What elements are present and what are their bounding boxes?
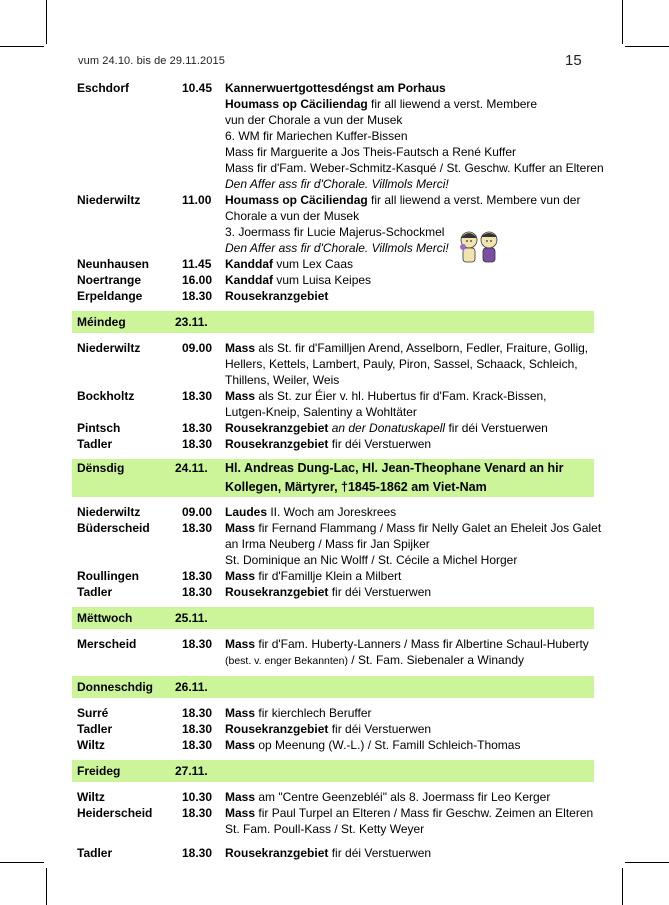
- schedule-entry: [72, 584, 594, 600]
- service-type: Mass: [225, 806, 256, 820]
- day-header: [72, 459, 594, 497]
- service-type: Rousekranzgebiet: [225, 289, 329, 303]
- crop-mark: [46, 868, 47, 905]
- detail-text: vun der Chorale a vun der Musek: [225, 113, 403, 127]
- mass-time: 18.30: [182, 569, 213, 583]
- service-type: Mass: [225, 389, 256, 403]
- service-type: Mass: [225, 637, 256, 651]
- place-name: Niederwiltz: [77, 505, 141, 519]
- place-name: Büderscheid: [77, 521, 150, 535]
- place-name: Tadler: [77, 722, 113, 736]
- detail-text: fir all liewend a verst. Membere: [367, 97, 538, 111]
- schedule-entry: [72, 721, 594, 737]
- mass-time: 09.00: [182, 341, 213, 355]
- crop-mark: [46, 0, 47, 44]
- service-type: Houmass op Cäciliendag: [225, 193, 368, 207]
- mass-time: 18.30: [182, 706, 213, 720]
- day-header: [72, 311, 594, 333]
- schedule-list: [72, 80, 604, 861]
- schedule-entry: [72, 504, 594, 520]
- description-line: [225, 652, 594, 669]
- place-name: Merscheid: [77, 637, 137, 651]
- spacer: [72, 837, 594, 845]
- place-name: Roullingen: [77, 569, 139, 583]
- entry-description: [225, 288, 594, 304]
- detail-text: fir Paul Turpel an Elteren / Mass fir Geschw. Zeimen an Elteren: [255, 806, 594, 820]
- detail-text: fir déi Verstuerwen: [328, 437, 432, 451]
- mass-time: 18.30: [182, 637, 213, 651]
- schedule-entry: [72, 636, 594, 669]
- service-type: Rousekranzgebiet: [225, 846, 329, 860]
- mass-time: 18.30: [182, 806, 213, 820]
- place-name: Eschdorf: [77, 81, 130, 95]
- schedule-entry: [72, 192, 594, 256]
- schedule-entry: [72, 272, 594, 288]
- service-type: Mass: [225, 521, 256, 535]
- detail-text: op Meenung (W.-L.) / St. Famill Schleich-Thomas: [255, 738, 521, 752]
- place-name: Tadler: [77, 846, 113, 860]
- description-line: [225, 404, 594, 420]
- detail-text: fir déi Verstuerwen: [328, 846, 432, 860]
- service-type: Kanddaf: [225, 273, 273, 287]
- entry-description: [225, 705, 594, 721]
- service-type: Rousekranzgebiet: [225, 421, 329, 435]
- feast-title: [225, 607, 594, 629]
- description-line: [225, 636, 594, 652]
- description-line: [225, 845, 594, 861]
- description-line: [225, 584, 594, 600]
- page-number: 15: [565, 52, 582, 69]
- mass-time: 16.00: [182, 273, 213, 287]
- schedule-entry: [72, 256, 594, 272]
- service-type: Mass: [225, 790, 256, 804]
- place-name: Niederwiltz: [77, 341, 141, 355]
- couple-icon: [455, 228, 503, 268]
- description-line: [225, 160, 604, 176]
- service-type: Mass: [225, 706, 256, 720]
- detail-text: fir déi Verstuerwen: [445, 421, 548, 435]
- detail-text: fir déi Verstuerwen: [328, 722, 432, 736]
- entry-description: [225, 436, 594, 452]
- day-name: Donneschdig: [77, 680, 154, 694]
- schedule-entry: [72, 705, 594, 721]
- entry-description: [225, 192, 594, 256]
- entry-description: [225, 272, 594, 288]
- description-line: [225, 208, 594, 224]
- description-line: [225, 436, 594, 452]
- description-line: [225, 112, 594, 128]
- description-line: [225, 705, 594, 721]
- feast-title: [225, 760, 594, 782]
- schedule-entry: [72, 789, 594, 805]
- place-name: Bockholtz: [77, 389, 135, 403]
- schedule-entry: [72, 805, 594, 837]
- description-line: [225, 721, 594, 737]
- schedule-entry: [72, 520, 602, 568]
- schedule-entry: [72, 737, 594, 753]
- service-type: Kanddaf: [225, 257, 273, 271]
- feast-title: [225, 311, 594, 333]
- place-name: Heiderscheid: [77, 806, 153, 820]
- service-type: Rousekranzgebiet: [225, 722, 329, 736]
- description-line: [225, 552, 594, 568]
- detail-text: am "Centre Geenzebléi" als 8. Joermass fir Leo Kerger: [255, 790, 551, 804]
- crop-mark: [625, 46, 669, 47]
- mass-time: 18.30: [182, 722, 213, 736]
- entry-description: [225, 568, 594, 584]
- day-name: Freideg: [77, 764, 121, 778]
- entry-description: [225, 721, 594, 737]
- entry-description: [225, 737, 594, 753]
- service-type: Houmass op Cäciliendag: [225, 97, 368, 111]
- mass-time: 18.30: [182, 846, 213, 860]
- description-line: [225, 737, 594, 753]
- description-line: [225, 821, 594, 837]
- description-line: [225, 568, 594, 584]
- place-name: Wiltz: [77, 790, 105, 804]
- detail-text: Lutgen-Kneip, Salentiny a Wohltäter: [225, 405, 417, 419]
- day-date: 24.11.: [175, 461, 208, 475]
- service-type: Mass: [225, 738, 256, 752]
- description-line: [225, 536, 594, 552]
- description-line: [225, 224, 594, 240]
- feast-line: Hl. Andreas Dung-Lac, Hl. Jean-Theophane Venard an hir: [225, 461, 564, 475]
- mass-time: 11.00: [182, 193, 212, 207]
- detail-text: Chorale a vun der Musek: [225, 209, 360, 223]
- description-line: [225, 420, 594, 436]
- schedule-entry: [72, 436, 594, 452]
- schedule-entry: [72, 388, 594, 420]
- entry-description: [225, 388, 594, 420]
- mass-time: 18.30: [182, 521, 213, 535]
- day-date: 27.11.: [175, 764, 208, 778]
- schedule-entry: [72, 288, 594, 304]
- detail-text: an Irma Neuberg / Mass fir Jan Spijker: [225, 537, 430, 551]
- description-line: [225, 96, 594, 112]
- description-line: [225, 372, 594, 388]
- entry-description: [225, 520, 602, 568]
- schedule-entry: [72, 845, 594, 861]
- service-type: Laudes: [225, 505, 268, 519]
- description-line: [225, 192, 594, 208]
- detail-text: vum Lex Caas: [273, 257, 354, 271]
- detail-text: fir Fernand Flammang / Mass fir Nelly Galet an Eheleit Jos Galet: [255, 521, 602, 535]
- entry-description: [225, 80, 604, 192]
- description-line: [225, 288, 594, 304]
- description-line: [225, 805, 594, 821]
- schedule-entry: [72, 568, 594, 584]
- detail-text: fir d'Fam. Huberty-Lanners / Mass fir Albertine Schaul-Huberty: [255, 637, 589, 651]
- schedule-entry: [72, 340, 594, 388]
- place-name: Neunhausen: [77, 257, 150, 271]
- detail-text: Hellers, Kettels, Lambert, Pauly, Piron, Sassel, Schaack, Schleich,: [225, 357, 578, 371]
- detail-text: Thillens, Weiler, Weis: [225, 373, 340, 387]
- emphasis-text: an der Donatuskapell: [328, 421, 446, 435]
- place-name: Surré: [77, 706, 109, 720]
- service-type: Mass: [225, 569, 256, 583]
- service-type: Rousekranzgebiet: [225, 585, 329, 599]
- description-line: [225, 789, 594, 805]
- detail-text: Mass fir d'Fam. Weber-Schmitz-Kasqué / St. Geschw. Kuffer an Elteren: [225, 161, 604, 175]
- place-name: Wiltz: [77, 738, 105, 752]
- day-name: Dënsdig: [77, 461, 125, 475]
- detail-text: 6. WM fir Mariechen Kuffer-Bissen: [225, 129, 408, 143]
- schedule-entry: [72, 80, 604, 192]
- schedule-entry: [72, 420, 594, 436]
- mass-time: 18.30: [182, 289, 213, 303]
- description-line: [225, 256, 594, 272]
- description-line: [225, 144, 594, 160]
- entry-description: [225, 584, 594, 600]
- description-line: [225, 356, 594, 372]
- entry-description: [225, 256, 594, 272]
- description-line: [225, 80, 594, 96]
- feast-title: [225, 459, 594, 497]
- description-line: [225, 388, 594, 404]
- day-name: Méindeg: [77, 315, 126, 329]
- crop-mark: [0, 46, 44, 47]
- description-line: [225, 128, 594, 144]
- service-type: Kannerwuertgottesdéngst am Porhaus: [225, 81, 446, 95]
- mass-time: 11.45: [182, 257, 212, 271]
- detail-text: fir déi Verstuerwen: [328, 585, 432, 599]
- mass-time: 18.30: [182, 585, 213, 599]
- description-line: [225, 340, 594, 356]
- detail-text: fir kierchlech Beruffer: [255, 706, 372, 720]
- entry-description: [225, 420, 594, 436]
- day-name: Mëttwoch: [77, 611, 133, 625]
- place-name: Tadler: [77, 585, 113, 599]
- day-header: [72, 676, 594, 698]
- entry-description: [225, 805, 594, 837]
- place-name: Niederwiltz: [77, 193, 141, 207]
- detail-text: fir d'Famillje Klein a Milbert: [255, 569, 402, 583]
- crop-mark: [625, 862, 669, 863]
- day-header: [72, 607, 594, 629]
- service-type: Mass: [225, 341, 256, 355]
- detail-text: vum Luisa Keipes: [273, 273, 372, 287]
- detail-text: / St. Fam. Siebenaler a Winandy: [347, 653, 525, 667]
- detail-text: fir all liewend a verst. Membere vun der: [367, 193, 581, 207]
- detail-text: als St. fir d'Familljen Arend, Asselborn, Fedler, Fraiture, Gollig,: [255, 341, 589, 355]
- detail-text: St. Fam. Poull-Kass / St. Ketty Weyer: [225, 822, 425, 836]
- emphasis-text: Den Affer ass fir d'Chorale. Villmols Merci!: [225, 177, 449, 191]
- detail-text: 3. Joermass fir Lucie Majerus-Schockmel: [225, 225, 445, 239]
- crop-mark: [0, 862, 44, 863]
- emphasis-text: Den Affer ass fir d'Chorale. Villmols Merci!: [225, 241, 449, 255]
- entry-description: [225, 504, 594, 520]
- day-header: [72, 760, 594, 782]
- description-line: [225, 504, 594, 520]
- mass-time: 09.00: [182, 505, 213, 519]
- mass-time: 18.30: [182, 389, 213, 403]
- service-type: Rousekranzgebiet: [225, 437, 329, 451]
- crop-mark: [622, 0, 623, 44]
- entry-description: [225, 845, 594, 861]
- detail-text: als St. zur Éier v. hl. Hubertus fir d'Fam. Krack-Bissen,: [255, 389, 547, 403]
- entry-description: [225, 789, 594, 805]
- date-range-header: vum 24.10. bis de 29.11.2015: [78, 55, 225, 67]
- place-name: Tadler: [77, 437, 113, 451]
- feast-line: Kollegen, Märtyrer, †1845-1862 am Viet-Nam: [225, 480, 487, 494]
- mass-time: 18.30: [182, 437, 213, 451]
- detail-text: II. Woch am Joreskrees: [267, 505, 397, 519]
- entry-description: [225, 636, 594, 669]
- description-line: [225, 272, 594, 288]
- entry-description: [225, 340, 594, 388]
- description-line: [225, 240, 594, 256]
- crop-mark: [622, 868, 623, 905]
- place-name: Erpeldange: [77, 289, 143, 303]
- mass-time: 10.30: [182, 790, 213, 804]
- place-name: Pintsch: [77, 421, 121, 435]
- place-name: Noertrange: [77, 273, 142, 287]
- day-date: 26.11.: [175, 680, 208, 694]
- day-date: 25.11.: [175, 611, 208, 625]
- detail-text: Mass fir Marguerite a Jos Theis-Fautsch a René Kuffer: [225, 145, 517, 159]
- description-line: [225, 520, 602, 536]
- detail-text: St. Dominique an Nic Wolff / St. Cécile a Michel Horger: [225, 553, 518, 567]
- mass-time: 10.45: [182, 81, 213, 95]
- description-line: [225, 176, 594, 192]
- mass-time: 18.30: [182, 738, 213, 752]
- day-date: 23.11.: [175, 315, 208, 329]
- mass-time: 18.30: [182, 421, 213, 435]
- note-text: (best. v. enger Bekannten): [225, 655, 348, 667]
- feast-title: [225, 676, 594, 698]
